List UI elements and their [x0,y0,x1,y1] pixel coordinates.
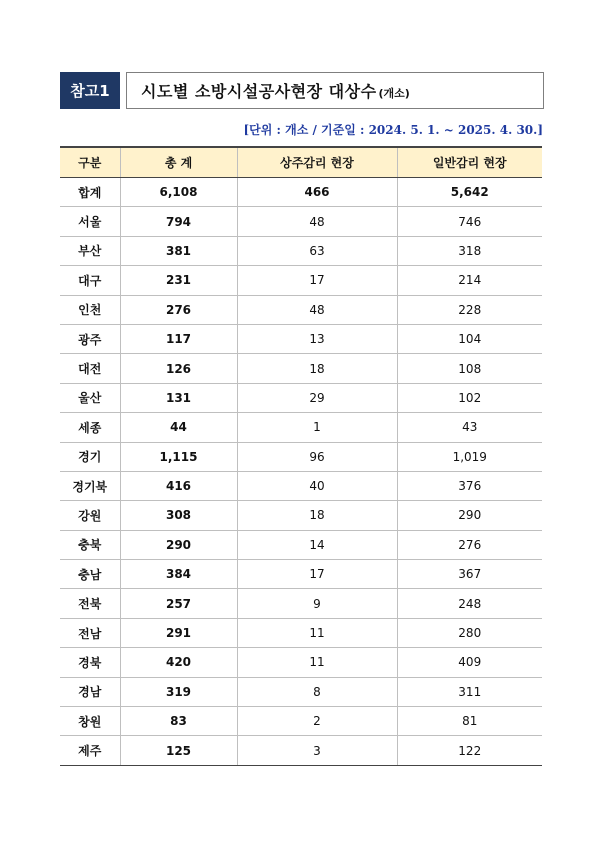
row-resident: 11 [237,618,397,647]
row-total: 6,108 [120,178,237,207]
row-general: 409 [397,648,542,677]
row-general: 122 [397,736,542,765]
row-general: 367 [397,560,542,589]
row-region: 경기 [60,442,120,471]
row-general: 311 [397,677,542,706]
row-resident: 3 [237,736,397,765]
row-region: 강원 [60,501,120,530]
title-box [126,72,544,109]
row-region: 창원 [60,707,120,736]
row-resident: 40 [237,471,397,500]
title-unit: (개소) [378,86,410,100]
row-region: 부산 [60,236,120,265]
row-resident: 13 [237,324,397,353]
table-row [60,471,542,500]
row-resident: 466 [237,178,397,207]
table-header-row [60,147,542,178]
row-total: 126 [120,354,237,383]
row-total: 131 [120,383,237,412]
reference-badge: 참고1 [60,72,120,109]
row-region: 충북 [60,530,120,559]
row-total: 83 [120,707,237,736]
row-total: 291 [120,618,237,647]
table-row [60,413,542,442]
header-general-supervision: 일반감리 현장 [397,147,542,178]
row-region: 대구 [60,266,120,295]
row-general: 104 [397,324,542,353]
table-row [60,383,542,412]
row-general: 108 [397,354,542,383]
row-general: 248 [397,589,542,618]
row-resident: 63 [237,236,397,265]
header-category: 구분 [60,147,120,178]
page-title: 시도별 소방시설공사현장 대상수 [141,82,377,101]
table-row [60,530,542,559]
row-general: 276 [397,530,542,559]
header-resident-supervision: 상주감리 현장 [237,147,397,178]
row-resident: 48 [237,295,397,324]
row-region: 인천 [60,295,120,324]
row-general: 1,019 [397,442,542,471]
row-general: 43 [397,413,542,442]
row-total: 416 [120,471,237,500]
row-region: 합계 [60,178,120,207]
row-region: 충남 [60,560,120,589]
row-total: 308 [120,501,237,530]
table-row [60,501,542,530]
row-general: 280 [397,618,542,647]
row-region: 전북 [60,589,120,618]
row-resident: 29 [237,383,397,412]
row-general: 318 [397,236,542,265]
row-resident: 18 [237,354,397,383]
row-region: 경기북 [60,471,120,500]
row-general: 214 [397,266,542,295]
row-total: 231 [120,266,237,295]
row-region: 서울 [60,207,120,236]
row-resident: 17 [237,560,397,589]
row-total: 257 [120,589,237,618]
table-row [60,589,542,618]
row-region: 제주 [60,736,120,765]
row-resident: 1 [237,413,397,442]
row-region: 경남 [60,677,120,706]
row-resident: 14 [237,530,397,559]
data-table [60,146,542,766]
row-resident: 48 [237,207,397,236]
row-general: 228 [397,295,542,324]
row-region: 울산 [60,383,120,412]
row-general: 81 [397,707,542,736]
table-row [60,295,542,324]
row-resident: 8 [237,677,397,706]
table-row [60,442,542,471]
table-row [60,618,542,647]
row-total: 1,115 [120,442,237,471]
row-resident: 9 [237,589,397,618]
row-general: 102 [397,383,542,412]
row-general: 5,642 [397,178,542,207]
row-region: 전남 [60,618,120,647]
row-total: 794 [120,207,237,236]
row-region: 경북 [60,648,120,677]
row-region: 세종 [60,413,120,442]
table-row [60,648,542,677]
row-general: 376 [397,471,542,500]
title-block [60,72,544,109]
table-row [60,266,542,295]
table-row [60,736,542,765]
row-resident: 96 [237,442,397,471]
header-total: 총 계 [120,147,237,178]
row-resident: 2 [237,707,397,736]
row-total: 384 [120,560,237,589]
row-total: 381 [120,236,237,265]
table-row [60,677,542,706]
row-total: 276 [120,295,237,324]
unit-note: [단위 : 개소 / 기준일 : 2024. 5. 1. ~ 2025. 4. 30.] [243,123,543,137]
row-resident: 17 [237,266,397,295]
row-general: 746 [397,207,542,236]
row-total: 290 [120,530,237,559]
table-row [60,707,542,736]
row-total: 420 [120,648,237,677]
table-row [60,354,542,383]
row-total: 125 [120,736,237,765]
row-resident: 11 [237,648,397,677]
row-total: 319 [120,677,237,706]
row-region: 대전 [60,354,120,383]
row-total: 117 [120,324,237,353]
table-row [60,560,542,589]
table-row [60,236,542,265]
row-general: 290 [397,501,542,530]
table-row-sum [60,178,542,207]
row-total: 44 [120,413,237,442]
row-resident: 18 [237,501,397,530]
table-row [60,324,542,353]
table-row [60,207,542,236]
row-region: 광주 [60,324,120,353]
